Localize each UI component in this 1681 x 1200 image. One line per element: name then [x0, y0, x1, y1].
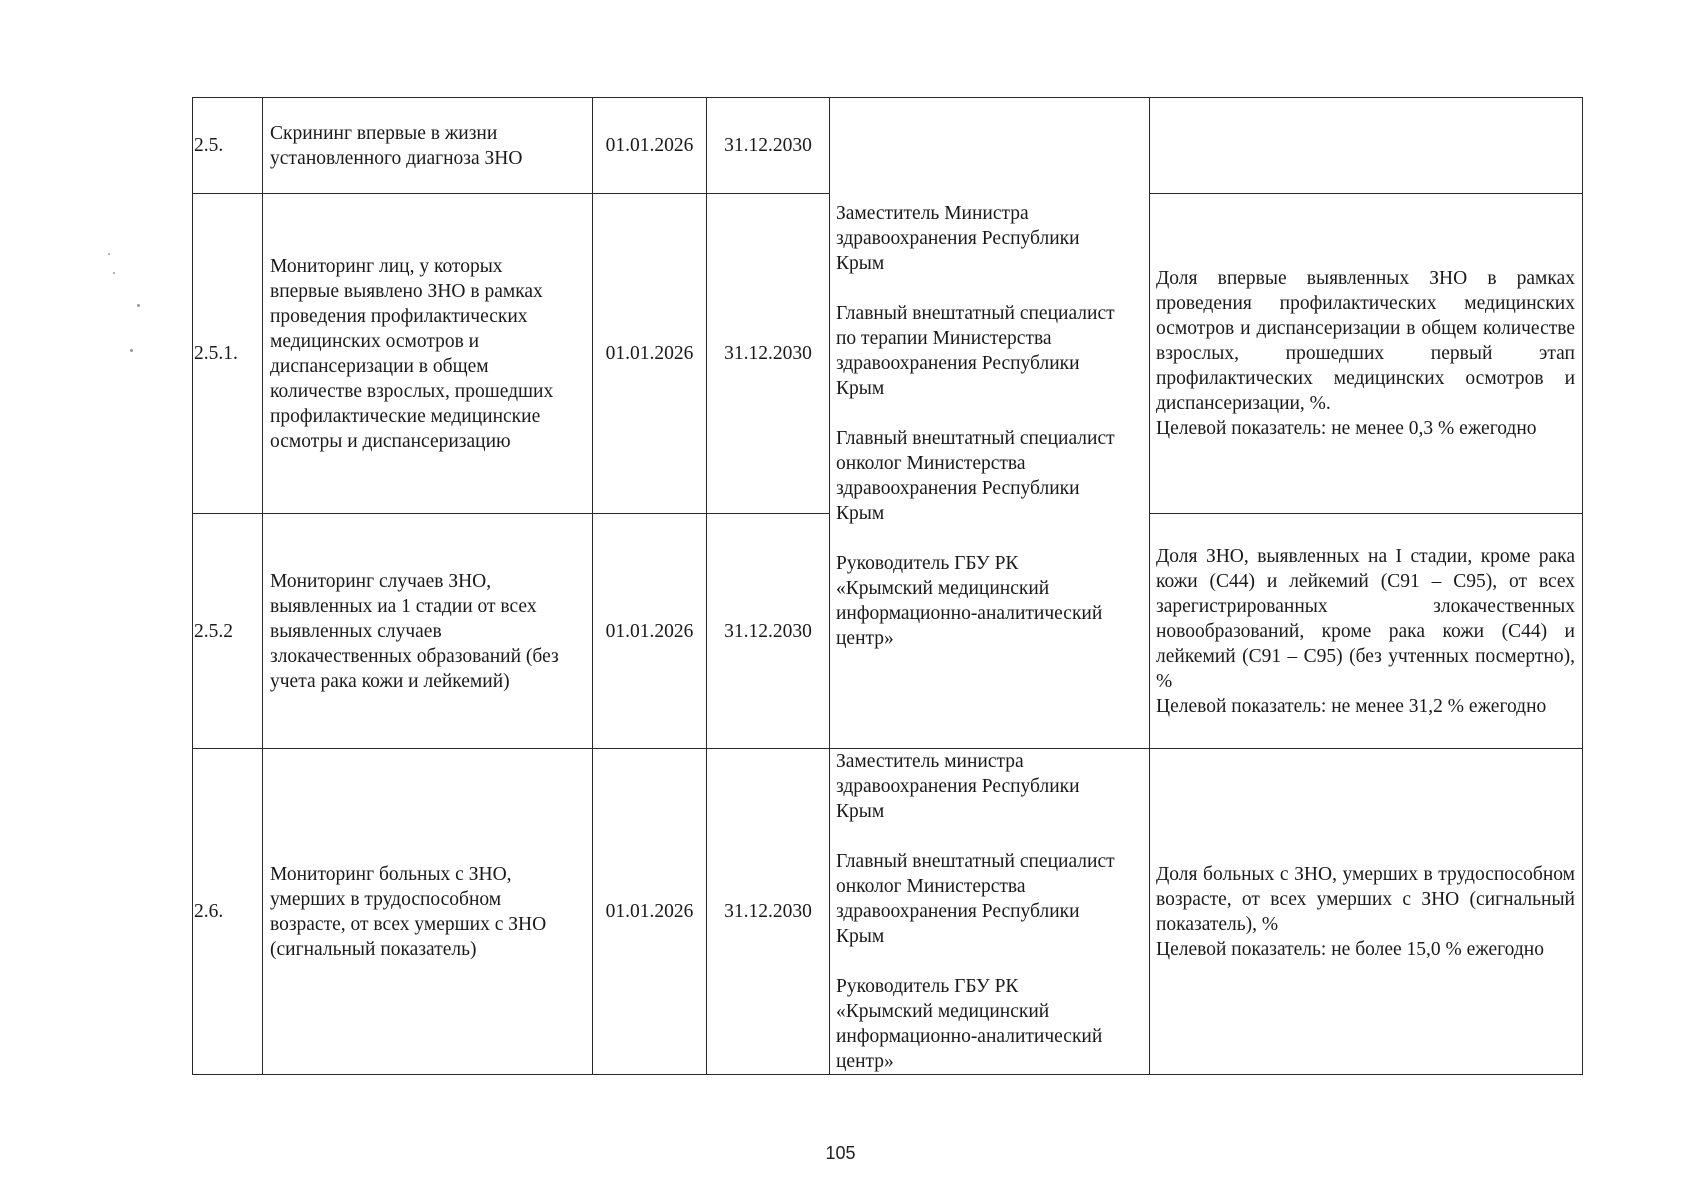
activity-name: Мониторинг больных с ЗНО, умерших в трудоспособном возрасте, от всех умерших с ЗНО (сигнальный показатель) — [263, 749, 593, 1075]
indicator-empty — [1150, 98, 1583, 194]
program-table — [192, 97, 1583, 1075]
table-row — [193, 749, 1583, 1075]
scan-speck — [113, 272, 115, 274]
page-number: 105 — [825, 1143, 856, 1163]
end-date: 31.12.2030 — [707, 194, 830, 514]
indicator-description: Доля впервые выявленных ЗНО в рамках проведения профилактических медицинских осмотров и диспансеризации в общем количестве взрослых, прошедших первый этап профилактических медицинских осмотров и диспансеризации, %. Целевой показатель: не менее 0,3 % ежегодно — [1150, 194, 1583, 514]
start-date: 01.01.2026 — [593, 98, 707, 194]
end-date: 31.12.2030 — [707, 98, 830, 194]
indicator-description: Доля ЗНО, выявленных на I стадии, кроме рака кожи (С44) и лейкемий (С91 – С95), от всех зарегистрированных злокачественных новообразований, кроме рака кожи (С44) и лейкемий (С91 – С95) (без учтенных посмертно), % Целевой показатель: не менее 31,2 % ежегодно — [1150, 514, 1583, 749]
activity-name: Скрининг впервые в жизни установленного диагноза ЗНО — [263, 98, 593, 194]
responsible-persons: Заместитель Министра здравоохранения Республики Крым Главный внештатный специалист по терапии Министерства здравоохранения Республики Крым Главный внештатный специалист онколог Министерства здравоохранения Республики Крым Руководитель ГБУ РК «Крымский медицинский информационно-аналитический центр» — [830, 98, 1150, 749]
end-date: 31.12.2030 — [707, 749, 830, 1075]
start-date: 01.01.2026 — [593, 514, 707, 749]
activity-name: Мониторинг случаев ЗНО, выявленных иа 1 стадии от всех выявленных случаев злокачественных образований (без учета рака кожи и лейкемий) — [263, 514, 593, 749]
row-number: 2.5. — [193, 98, 263, 194]
scan-speck — [137, 304, 140, 307]
responsible-persons: Заместитель министра здравоохранения Республики Крым Главный внештатный специалист онколог Министерства здравоохранения Республики Крым Руководитель ГБУ РК «Крымский медицинский информационно-аналитический центр» — [830, 749, 1150, 1075]
end-date: 31.12.2030 — [707, 514, 830, 749]
start-date: 01.01.2026 — [593, 194, 707, 514]
activity-name: Мониторинг лиц, у которых впервые выявлено ЗНО в рамках проведения профилактических медицинских осмотров и диспансеризации в общем количестве взрослых, прошедших профилактические медицинские осмотры и диспансеризацию — [263, 194, 593, 514]
row-number: 2.5.2 — [193, 514, 263, 749]
row-number: 2.5.1. — [193, 194, 263, 514]
row-number: 2.6. — [193, 749, 263, 1075]
table-row — [193, 98, 1583, 194]
indicator-description: Доля больных с ЗНО, умерших в трудоспособном возрасте, от всех умерших с ЗНО (сигнальный показатель), % Целевой показатель: не более 15,0 % ежегодно — [1150, 749, 1583, 1075]
start-date: 01.01.2026 — [593, 749, 707, 1075]
scan-speck — [108, 253, 110, 255]
scan-speck — [130, 349, 133, 352]
